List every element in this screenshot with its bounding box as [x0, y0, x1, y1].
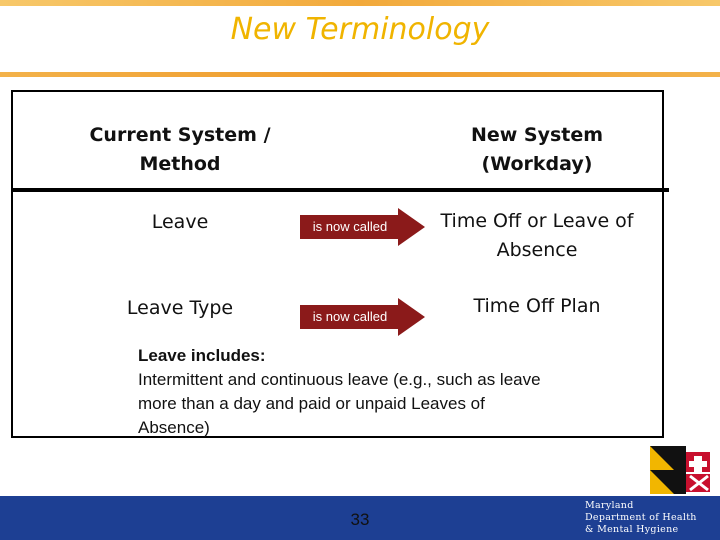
row-2-current-term: Leave Type: [126, 297, 234, 319]
organization-name: [585, 500, 715, 536]
note-body: Intermittent and continuous leave (e.g., such as leave more than a day and paid or unpaid Leaves of Absence): [138, 370, 541, 437]
slide-title: New Terminology: [230, 12, 490, 47]
table-header-divider: [11, 188, 669, 192]
row-1-new-term: Time Off or Leave of Absence: [440, 210, 634, 261]
row-2-new-term: Time Off Plan: [473, 295, 601, 317]
row-1-arrow-label: is now called: [312, 219, 388, 234]
maryland-flag-logo-icon: [650, 446, 712, 494]
row-2-arrow: [300, 298, 425, 336]
leave-definition-note: [138, 344, 558, 440]
row-2-arrow-label: is now called: [312, 309, 388, 324]
top-accent-rule: [0, 0, 720, 6]
org-name-line-1: Maryland: [585, 500, 634, 511]
org-name-line-3: & Mental Hygiene: [585, 524, 679, 535]
page-number: 33: [350, 510, 370, 529]
header-current-system: Current System / Method: [89, 124, 271, 175]
row-1-current-term: Leave: [151, 211, 209, 233]
title-underline-rule: [0, 72, 720, 77]
row-1-arrow: [300, 208, 425, 246]
header-new-system: New System (Workday): [470, 124, 604, 175]
org-name-line-2: Department of Health: [585, 512, 697, 523]
note-heading: Leave includes:: [138, 346, 266, 365]
